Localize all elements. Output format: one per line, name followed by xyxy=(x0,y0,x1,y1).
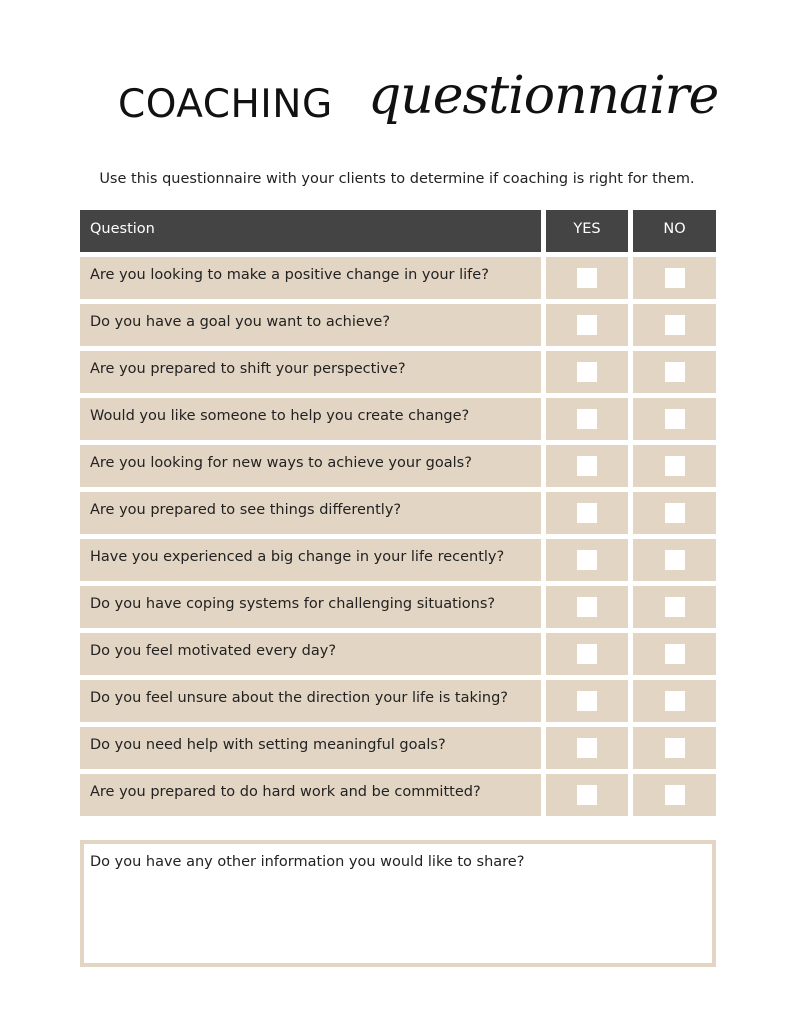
no-checkbox[interactable] xyxy=(665,268,685,288)
table-row xyxy=(80,633,716,675)
share-input[interactable] xyxy=(90,880,706,957)
question-text: Are you prepared to shift your perspective? xyxy=(80,351,541,393)
no-checkbox[interactable] xyxy=(665,362,685,382)
questionnaire-table xyxy=(80,210,716,821)
table-row xyxy=(80,445,716,487)
intro-text: Use this questionnaire with your clients to determine if coaching is right for them. xyxy=(99,171,695,187)
question-text: Do you have coping systems for challenging situations? xyxy=(80,586,541,628)
title-script-text: questionnaire xyxy=(368,66,719,126)
question-text: Do you feel unsure about the direction your life is taking? xyxy=(80,680,541,722)
table-row xyxy=(80,680,716,722)
yes-checkbox[interactable] xyxy=(577,738,597,758)
question-text: Have you experienced a big change in your life recently? xyxy=(80,539,541,581)
yes-cell xyxy=(546,727,628,769)
no-cell xyxy=(633,492,716,534)
table-row xyxy=(80,304,716,346)
no-cell xyxy=(633,633,716,675)
question-text: Are you prepared to do hard work and be committed? xyxy=(80,774,541,816)
yes-cell xyxy=(546,304,628,346)
no-cell xyxy=(633,304,716,346)
no-checkbox[interactable] xyxy=(665,738,685,758)
yes-checkbox[interactable] xyxy=(577,409,597,429)
table-row xyxy=(80,774,716,816)
table-row xyxy=(80,398,716,440)
yes-cell xyxy=(546,680,628,722)
share-label: Do you have any other information you would like to share? xyxy=(90,854,525,870)
yes-checkbox[interactable] xyxy=(577,597,597,617)
question-text: Are you prepared to see things differently? xyxy=(80,492,541,534)
question-text: Would you like someone to help you create change? xyxy=(80,398,541,440)
yes-checkbox[interactable] xyxy=(577,315,597,335)
table-header-row xyxy=(80,210,716,252)
no-checkbox[interactable] xyxy=(665,644,685,664)
no-checkbox[interactable] xyxy=(665,315,685,335)
yes-cell xyxy=(546,257,628,299)
table-row xyxy=(80,539,716,581)
no-cell xyxy=(633,727,716,769)
table-row xyxy=(80,351,716,393)
yes-checkbox[interactable] xyxy=(577,550,597,570)
no-checkbox[interactable] xyxy=(665,597,685,617)
yes-cell xyxy=(546,351,628,393)
no-cell xyxy=(633,398,716,440)
question-text: Do you feel motivated every day? xyxy=(80,633,541,675)
yes-cell xyxy=(546,539,628,581)
yes-cell xyxy=(546,586,628,628)
table-row xyxy=(80,727,716,769)
header-no: NO xyxy=(633,210,716,252)
question-text: Do you have a goal you want to achieve? xyxy=(80,304,541,346)
yes-cell xyxy=(546,398,628,440)
yes-cell xyxy=(546,774,628,816)
no-checkbox[interactable] xyxy=(665,503,685,523)
no-cell xyxy=(633,257,716,299)
table-row xyxy=(80,257,716,299)
no-checkbox[interactable] xyxy=(665,456,685,476)
yes-checkbox[interactable] xyxy=(577,456,597,476)
header-yes: YES xyxy=(546,210,628,252)
no-cell xyxy=(633,445,716,487)
page-title xyxy=(0,62,794,162)
no-cell xyxy=(633,586,716,628)
yes-checkbox[interactable] xyxy=(577,691,597,711)
yes-checkbox[interactable] xyxy=(577,503,597,523)
yes-cell xyxy=(546,445,628,487)
no-cell xyxy=(633,351,716,393)
no-cell xyxy=(633,680,716,722)
yes-checkbox[interactable] xyxy=(577,644,597,664)
table-row xyxy=(80,586,716,628)
share-box xyxy=(80,840,716,967)
title-plain-text: COACHING xyxy=(118,82,333,127)
question-text: Are you looking for new ways to achieve your goals? xyxy=(80,445,541,487)
question-text: Are you looking to make a positive change in your life? xyxy=(80,257,541,299)
no-checkbox[interactable] xyxy=(665,550,685,570)
header-question: Question xyxy=(80,210,541,252)
yes-checkbox[interactable] xyxy=(577,268,597,288)
yes-cell xyxy=(546,492,628,534)
yes-checkbox[interactable] xyxy=(577,785,597,805)
no-checkbox[interactable] xyxy=(665,785,685,805)
no-checkbox[interactable] xyxy=(665,691,685,711)
yes-cell xyxy=(546,633,628,675)
no-checkbox[interactable] xyxy=(665,409,685,429)
question-text: Do you need help with setting meaningful goals? xyxy=(80,727,541,769)
no-cell xyxy=(633,774,716,816)
table-row xyxy=(80,492,716,534)
yes-checkbox[interactable] xyxy=(577,362,597,382)
no-cell xyxy=(633,539,716,581)
